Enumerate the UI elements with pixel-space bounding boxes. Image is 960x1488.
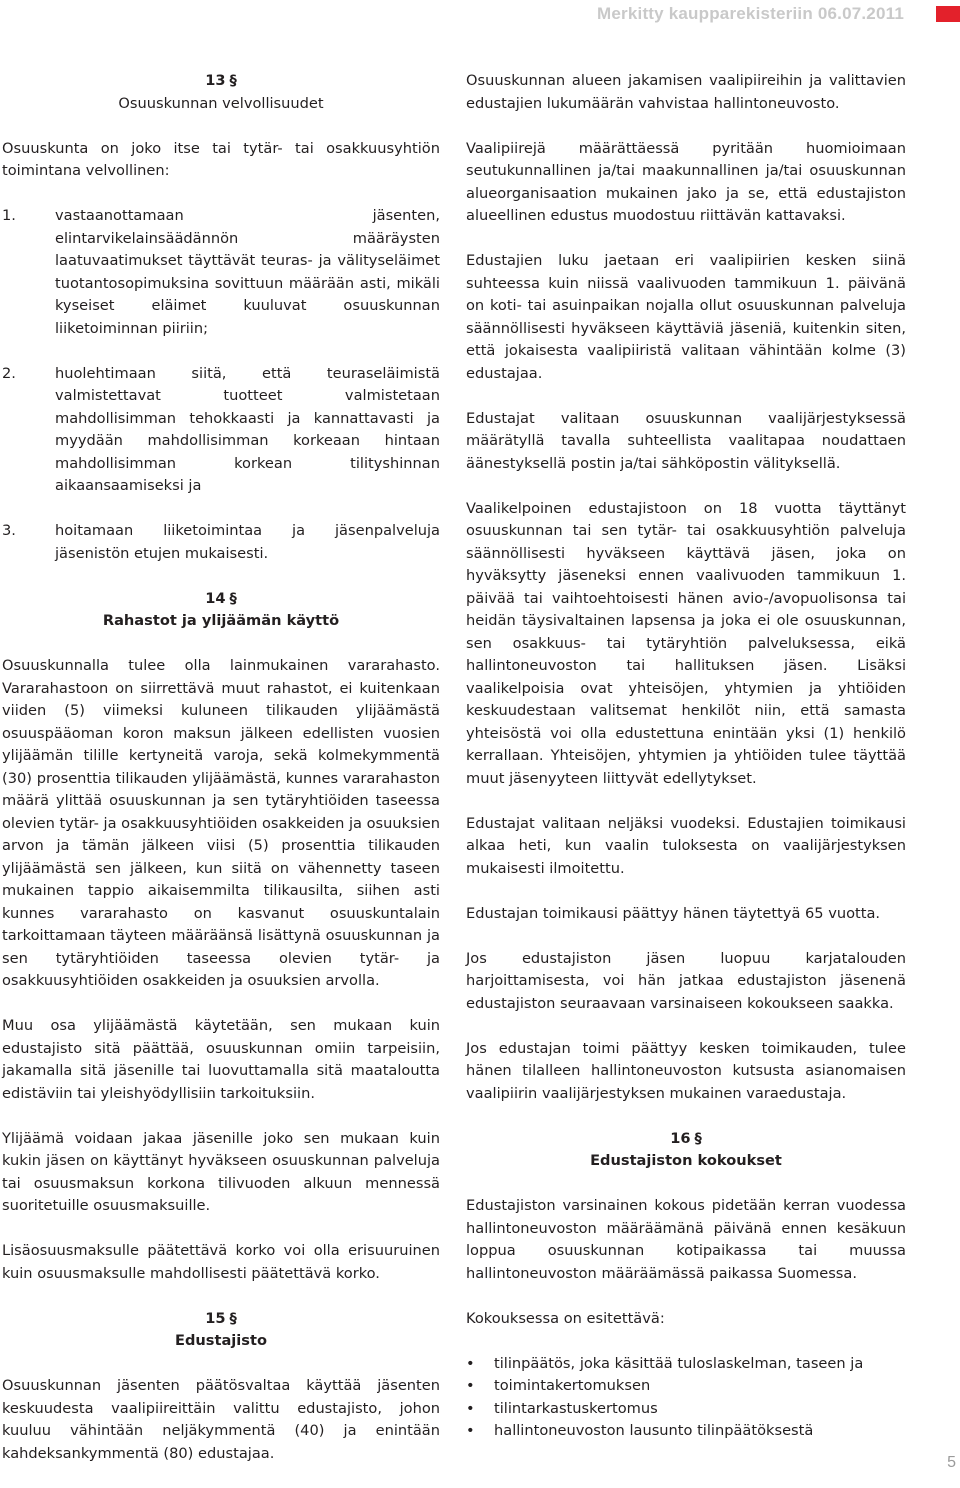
list-text: toimintakertomuksen	[494, 1377, 651, 1394]
section-15-paragraph: Vaalikelpoinen edustajistoon on 18 vuotta täyttänyt osuuskunnan tai sen tytär- tai osakkuusyhtiön palveluja säännöllisesti hyväkseen käyttävä jäsen, joka on hyväksytty jäseneksi ennen vaalivuoden tammikuun 1. päivää tai vaihtoehtoisesti hänen avio-/avopuolisonsa tai heidän täysivaltainen lapsensa ja joka ei ole osuuskunnan, sen osakkuus- tai tytäryhtiön palveluksessa, eikä hallintoneuvoston tai hallituksen jäsen. Lisäksi vaalikelpoisia ovat yhteisöjen, yhtymien ja yhtiöiden keskuudestaan valitsemat henkilöt niin, että samasta yhteisöstä voi olla edustettuna enintään yksi (1) henkilö kerrallaan. Yhteisöjen, yhtymien ja yhtiöiden tulee täyttää muut jäsenyyteen liittyvät edellytykset.	[466, 499, 906, 787]
section-16-heading	[466, 1128, 906, 1173]
section-15-paragraph: Edustajat valitaan neljäksi vuodeksi. Edustajien toimikausi alkaa heti, kun vaalin tuloksesta on vaalijärjestyksen mukaisesti ilmoitettu.	[466, 814, 906, 877]
accent-marker	[936, 6, 960, 22]
section-14-paragraph: Muu osa ylijäämästä käytetään, sen mukaan kuin edustajisto sitä päättää, osuuskunnan omiin tarpeisiin, jakamalla sitä jäsenille tai luovuttamalla sitä maataloutta edistäviin tai yleishyödyllisiin tarkoituksiin.	[2, 1017, 440, 1102]
section-14-number: 14	[205, 589, 226, 607]
list-item	[466, 1375, 906, 1398]
bullet-icon: •	[466, 1422, 475, 1439]
left-column	[2, 70, 440, 1488]
section-15-number: 15	[205, 1309, 226, 1327]
bullet-icon: •	[466, 1354, 475, 1372]
list-number: 2.	[2, 364, 16, 382]
section-13-list	[2, 205, 440, 565]
section-14-title: Rahastot ja ylijäämän käyttö	[102, 612, 340, 629]
bullet-icon: •	[466, 1377, 475, 1394]
section-15-paragraph: Osuuskunnan alueen jakamisen vaalipiireihin ja valittavien edustajien lukumäärän vahvistaa hallintoneuvosto.	[466, 72, 906, 112]
list-number: 3.	[2, 522, 16, 539]
section-13-heading	[2, 70, 440, 115]
list-text: tilintarkastuskertomus	[494, 1399, 658, 1417]
section-sign-icon: §	[229, 72, 237, 89]
section-13-title: Osuuskunnan velvollisuudet	[118, 94, 324, 112]
list-text: hoitamaan liiketoimintaa ja jäsenpalveluja jäsenistön etujen mukaisesti.	[55, 522, 440, 562]
list-item	[466, 1398, 906, 1421]
section-16-bullet-list	[466, 1353, 906, 1443]
section-15-paragraph: Edustajan toimikausi päättyy hänen täytettyä 65 vuotta.	[466, 904, 881, 922]
section-16-paragraph: Edustajiston varsinainen kokous pidetään kerran vuodessa hallintoneuvoston määräämänä päivänä ennen kesäkuun loppua osuuskunnan kotipaikassa tai muussa hallintoneuvoston määräämässä paikassa Suomessa.	[466, 1197, 906, 1282]
section-13-number: 13	[205, 72, 226, 89]
section-sign-icon: §	[694, 1129, 702, 1147]
registration-stamp: Merkitty kaupparekisteriin 06.07.2011	[597, 4, 904, 23]
section-15-heading	[2, 1308, 440, 1353]
section-15-paragraph: Jos edustajan toimi päättyy kesken toimikauden, tulee hänen tilalleen hallintoneuvoston kutsusta asianomaisen vaalipiirin vaalijärjestyksen mukainen varaedustaja.	[466, 1039, 906, 1102]
section-16-number: 16	[670, 1129, 691, 1147]
page-number: 5	[947, 1454, 956, 1471]
section-13-intro: Osuuskunta on joko itse tai tytär- tai osakkuusyhtiön toimintana velvollinen:	[2, 139, 440, 179]
section-15-title: Edustajisto	[174, 1332, 267, 1349]
list-item	[466, 1353, 906, 1376]
list-item	[2, 205, 440, 340]
section-sign-icon: §	[229, 589, 237, 607]
section-14-paragraph: Osuuskunnalla tulee olla lainmukainen vararahasto. Vararahastoon on siirrettävä muut rahastot, ei kuitenkaan viiden (5) viimeksi kuluneen tilikauden ylijäämästä osuuspääoman koron maksun jälkeen edellisten vuosien ylijäämän tilille kertyneitä varoja, sekä kolmekymmentä (30) prosenttia tilikauden ylijäämästä, kunnes vararahaston määrä ylittää osuuskunnan ja sen tytäryhtiöiden taseessa olevien tytär- ja osakkuusyhtiöiden osakkeiden ja osuuksien arvon ja tämän jälkeen viisi (5) prosenttia tilikauden ylijäämästä sen jälkeen, kun siitä on vähennetty taseen mukainen tappio aikaisemmilta tilikausilta, siihen asti kunnes vararahasto on kasvanut osuuskuntalain tarkoittamaan täyteen määräänsä lisättynä osuuskunnan ja sen tytäryhtiöiden taseessa olevien tytär- ja osakkuusyhtiöiden osakkeiden ja osuuksien arvolla.	[2, 657, 440, 989]
list-text: tilinpäätös, joka käsittää tuloslaskelman, taseen ja	[494, 1354, 864, 1372]
right-column	[466, 70, 906, 1443]
list-text: hallintoneuvoston lausunto tilinpäätöksestä	[494, 1422, 814, 1439]
list-item	[466, 1420, 906, 1443]
section-15-paragraph: Edustajien luku jaetaan eri vaalipiirien kesken siinä suhteessa kuin niissä vaalivuoden tammikuun 1. päivänä on koti- tai asuinpaikan nojalla ollut osuuskunnan palveluja säännöllisesti hyväkseen käyttäviä jäseniä, kuitenkin siten, että jokaisesta vaalipiiristä valitaan vähintään kolme (3) edustajaa.	[466, 252, 906, 382]
section-14-paragraph: Lisäosuusmaksulle päätettävä korko voi olla erisuuruinen kuin osuusmaksulle mahdollisesti päätettävä korko.	[2, 1242, 440, 1282]
section-sign-icon: §	[229, 1309, 237, 1327]
bullet-icon: •	[466, 1399, 475, 1417]
section-14-heading	[2, 588, 440, 633]
list-number: 1.	[2, 207, 16, 224]
list-text: huolehtimaan siitä, että teuraseläimistä valmistettavat tuotteet valmistetaan mahdollisimman tehokkaasti ja kannattavasti ja myydään mahdollisimman korkeaan hintaan mahdollisimman korkean tilityshinnan aikaansaamiseksi ja	[55, 364, 440, 494]
list-item	[2, 363, 440, 498]
list-text: vastaanottamaan jäsenten, elintarvikelainsäädännön määräysten laatuvaatimukset täyttävät teuras- ja välityseläimet tuotantosopimuksina sovittuun määrään asti, mikäli kyseiset eläimet kuuluvat osuuskunnan liiketoiminnan piiriin;	[55, 207, 440, 337]
section-16-paragraph: Kokouksessa on esitettävä:	[466, 1309, 665, 1327]
section-15-paragraph: Jos edustajiston jäsen luopuu karjatalouden harjoittamisesta, voi hän jatkaa edustajiston jäsenenä edustajiston seuraavaan varsinaiseen kokoukseen saakka.	[466, 949, 906, 1012]
section-16-title: Edustajiston kokoukset	[590, 1152, 782, 1169]
section-15-paragraph: Osuuskunnan jäsenten päätösvaltaa käyttää jäsenten keskuudesta vaalipiireittäin valittu edustajisto, johon kuuluu vähintään neljäkymmentä (40) ja enintään kahdeksankymmentä (80) edustajaa.	[2, 1377, 440, 1462]
section-15-paragraph: Vaalipiirejä määrättäessä pyritään huomioimaan seutukunnallinen ja/tai maakunnallinen ja/tai osuuskunnan alueorganisaation mukainen jako ja se, että edustajiston alueellinen edustus muodostuu riittävän kattavaksi.	[466, 139, 906, 224]
section-14-paragraph: Ylijäämä voidaan jakaa jäsenille joko sen mukaan kuin kukin jäsen on käyttänyt hyväkseen osuuskunnan palveluja tai osuusmaksun korkona tilivuoden alkuun mennessä suoritetuille osuusmaksuille.	[2, 1129, 440, 1214]
list-item	[2, 520, 440, 565]
section-15-paragraph: Edustajat valitaan osuuskunnan vaalijärjestyksessä määrätyllä tavalla suhteellista vaalitapaa noudattaen äänestyksellä postin ja/tai sähköpostin välityksellä.	[466, 409, 906, 472]
